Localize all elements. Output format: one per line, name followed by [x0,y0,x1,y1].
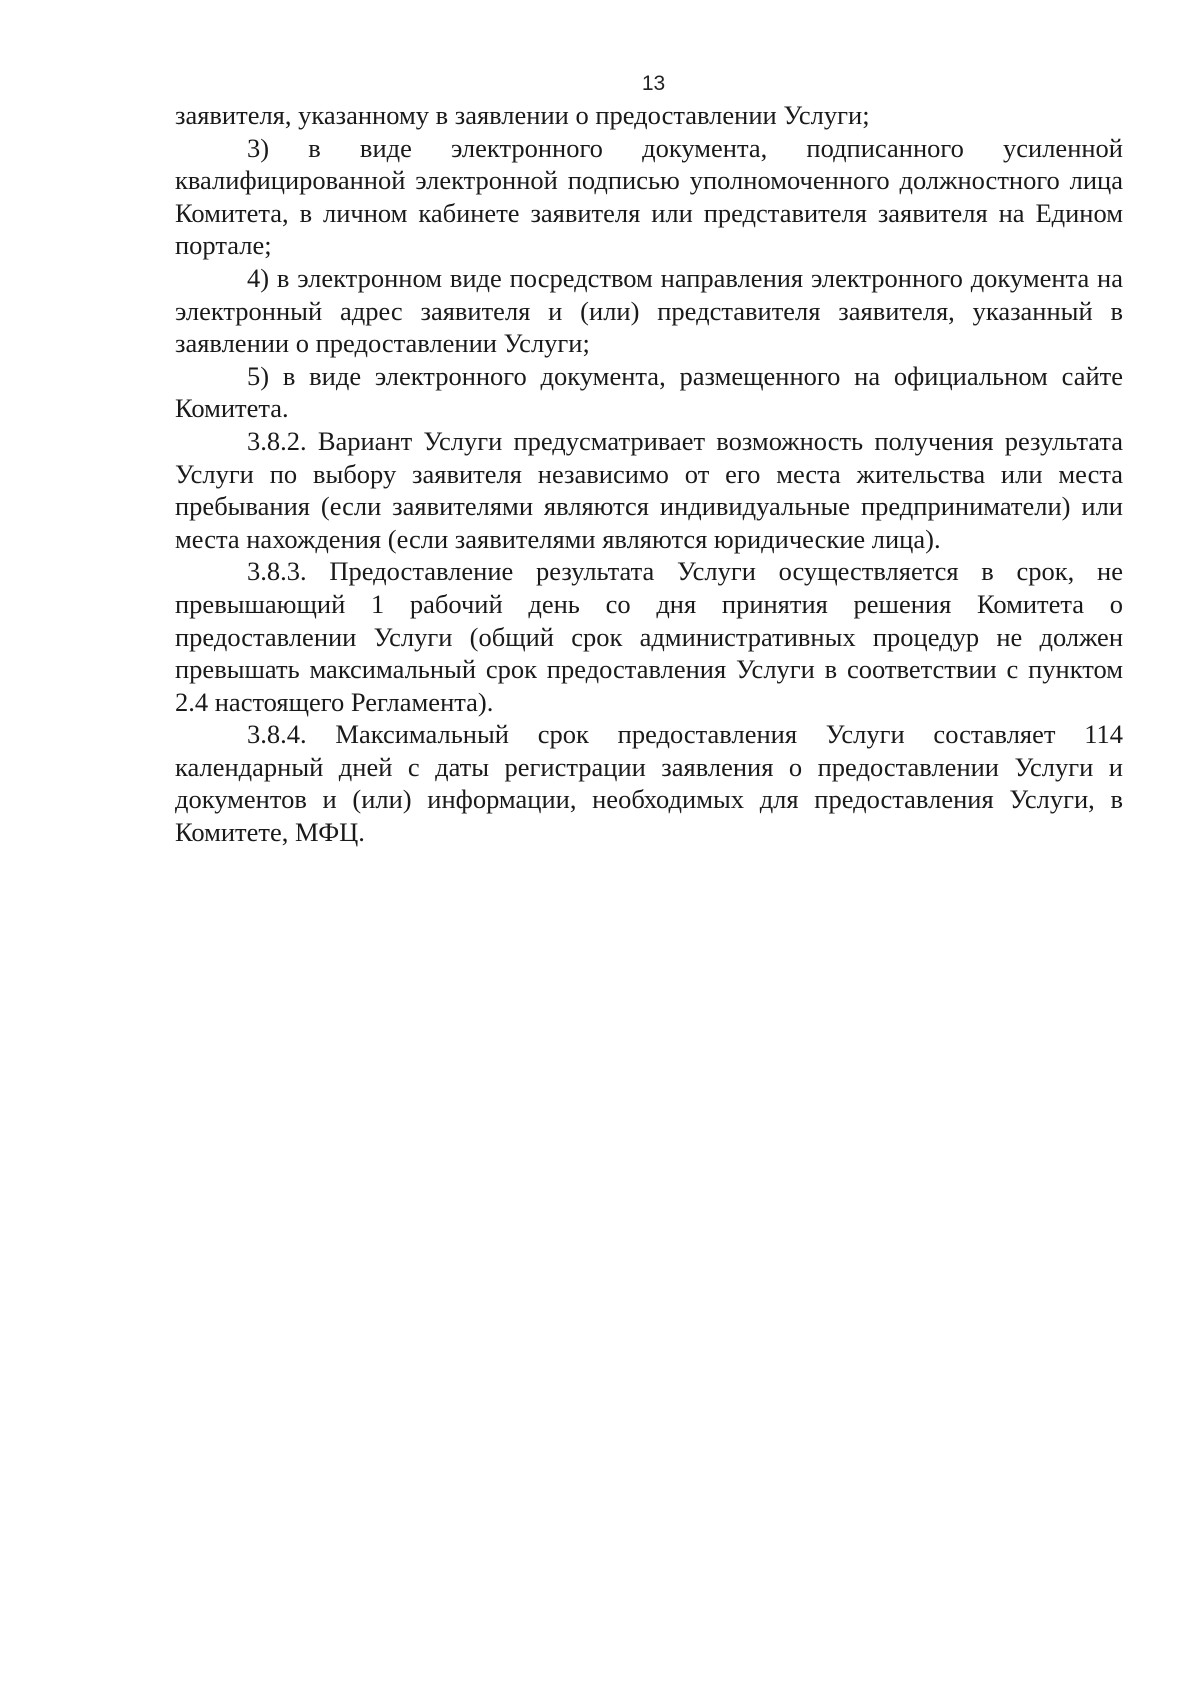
paragraph-continuation: заявителя, указанному в заявлении о предоставлении Услуги; [175,100,870,130]
paragraph-item-4: 4) в электронном виде посредством направления электронного документа на электронный адрес заявителя и (или) представителя заявителя, указанный в заявлении о предоставлении Услуги; [175,262,1123,359]
paragraph-3-8-4: 3.8.4. Максимальный срок предоставления Услуги составляет 114 календарный дней с даты регистрации заявления о предоставлении Услуги и документов и (или) информации, необходимых для предоставления Услуги, в Комитете, МФЦ. [175,719,1123,848]
paragraph-item-3: 3) в виде электронного документа, подписанного усиленной квалифицированной электронной подписью уполномоченного должностного лица Комитета, в личном кабинете заявителя или представителя заявителя на Едином портале; [175,132,1123,261]
paragraph-3-8-3: 3.8.3. Предоставление результата Услуги осуществляется в срок, не превышающий 1 рабочий день со дня принятия решения Комитета о предоставлении Услуги (общий срок административных процедур не должен превышать максимальный срок предоставления Услуги в соответствии с пунктом 2.4 настоящего Регламента). [175,556,1123,717]
paragraph-3-8-2: 3.8.2. Вариант Услуги предусматривает возможность получения результата Услуги по выбору заявителя независимо от его места жительства или места пребывания (если заявителями являются индивидуальные предприниматели) или места нахождения (если заявителями являются юридические лица). [175,425,1123,554]
page-number: 13 [641,72,666,95]
document-body [175,99,1123,849]
paragraph-item-5: 5) в виде электронного документа, размещенного на официальном сайте Комитета. [175,360,1123,424]
